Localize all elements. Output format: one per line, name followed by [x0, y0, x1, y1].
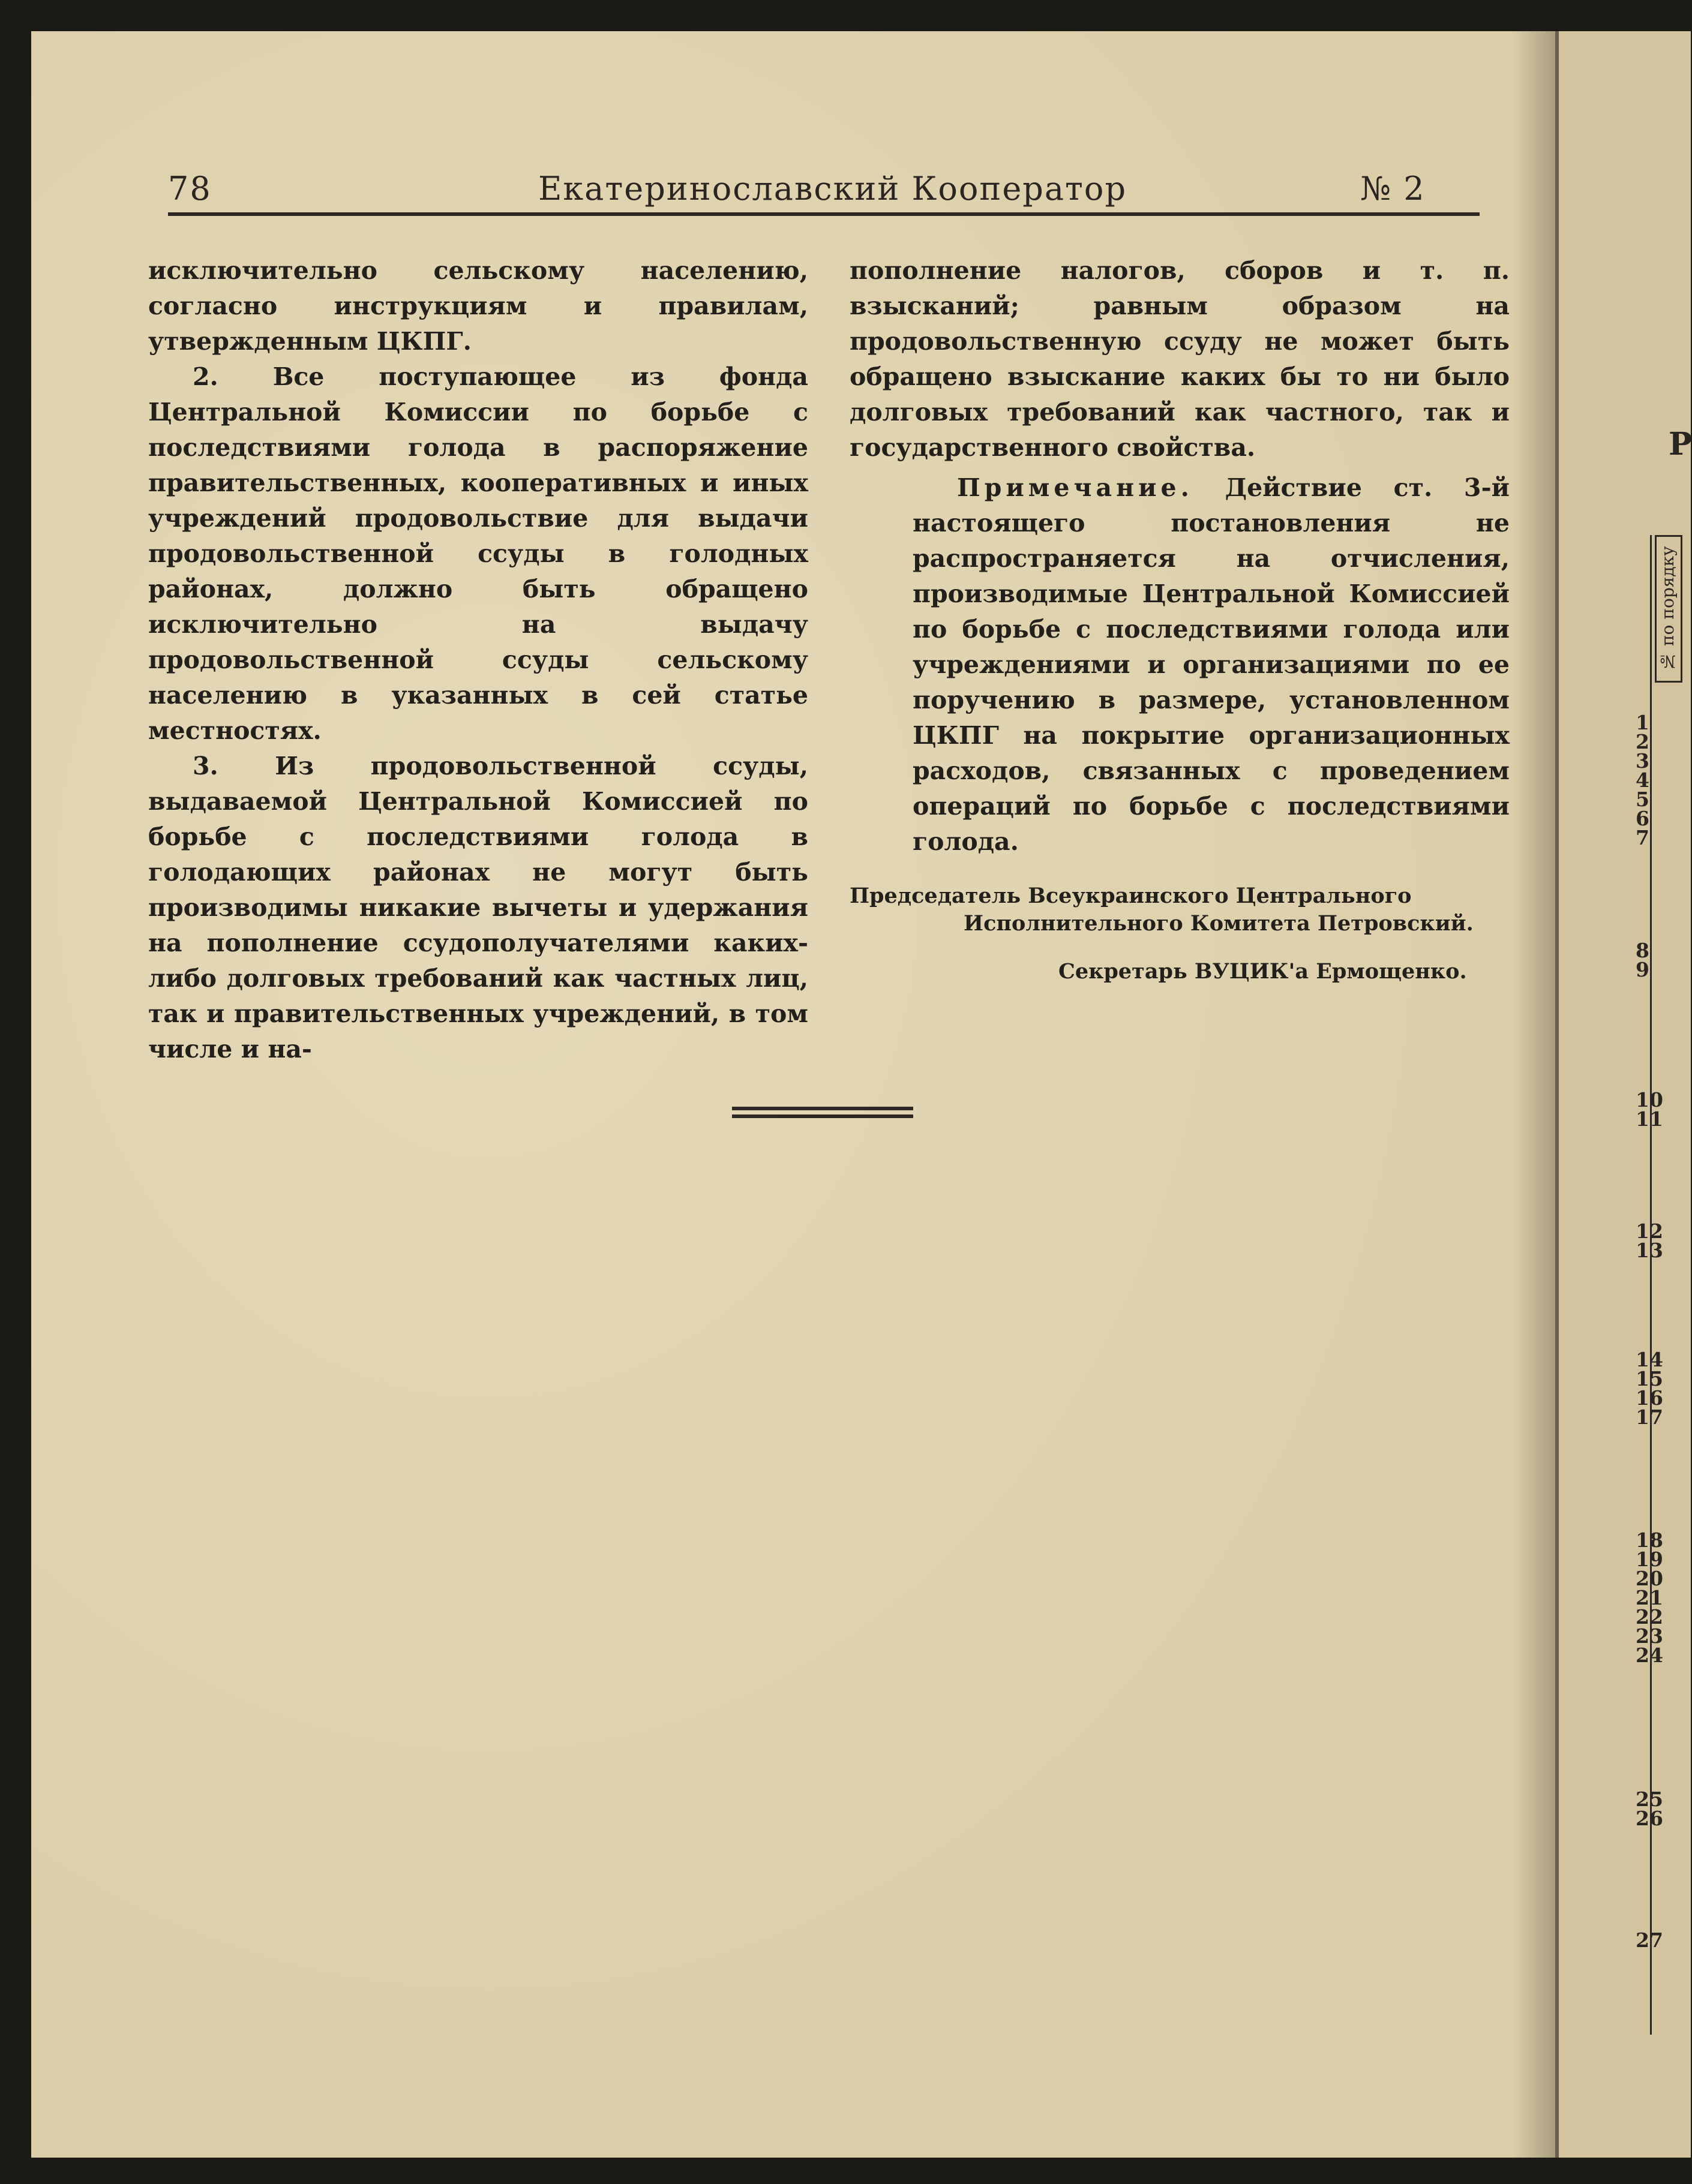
adjacent-page-letter: Р: [1669, 426, 1692, 462]
row-number: 18: [1636, 1528, 1663, 1552]
signature-line-2: Исполнительного Комитета Петровский.: [964, 911, 1474, 936]
book-page: [31, 31, 1555, 2158]
note-paragraph: [850, 470, 1510, 860]
row-number: 3: [1636, 749, 1649, 773]
note-label: Примечание.: [957, 473, 1193, 502]
row-number: 27: [1636, 1928, 1663, 1952]
row-number: 16: [1636, 1386, 1663, 1410]
right-column: [850, 253, 1510, 986]
row-number: 21: [1636, 1586, 1663, 1609]
row-number: 24: [1636, 1644, 1663, 1667]
signature-line-1: Председатель Всеукраинского Центрального: [850, 884, 1412, 908]
row-number: 2: [1636, 730, 1649, 753]
row-number: 17: [1636, 1405, 1663, 1429]
row-number: 5: [1636, 788, 1649, 811]
row-number: 14: [1636, 1348, 1663, 1371]
page-number: 78: [168, 170, 212, 208]
adjacent-page-fragment: [1555, 31, 1691, 2158]
signature-block: [850, 882, 1510, 986]
row-number: 20: [1636, 1567, 1663, 1590]
paragraph-article-2: 2. Все поступающее из фонда Центральной Комиссии по борьбе с последствиями голода в распоряжение правительственных, кооперативных и иных учреждений продовольствие для выдачи продовольственной ссуды в голодных районах, должно быть обращено исключительно на выдачу продовольственной ссуды сельскому населению в указанных в сей статье местностях.: [148, 362, 808, 745]
header-rule: [168, 212, 1480, 216]
issue-number: № 2: [1360, 170, 1426, 208]
row-number: 22: [1636, 1605, 1663, 1629]
row-number: 1: [1636, 711, 1649, 734]
row-number: 23: [1636, 1624, 1663, 1648]
left-column: [148, 253, 808, 1067]
row-number-list: [1559, 31, 1691, 2158]
row-number: 9: [1636, 958, 1649, 981]
row-number: 15: [1636, 1367, 1663, 1390]
section-end-rule: [732, 1107, 913, 1121]
journal-title: Екатеринославский Кооператор: [538, 170, 1127, 208]
row-number: 10: [1636, 1088, 1663, 1111]
row-number: 26: [1636, 1807, 1663, 1830]
paragraph-continuation-right: пополнение налогов, сборов и т. п. взысканий; равным образом на продовольственную ссуду не может быть обращено взыскание каких бы то ни было долговых требований как частного, так и государственного свойства.: [850, 256, 1510, 462]
row-number: 11: [1636, 1107, 1663, 1131]
note-text: Действие ст. 3-й настоящего постановления не распространяется на отчисления, производимые Центральной Комиссией по борьбе с последствиями голода или учреждениями и организациями по ее поручению в размере, установленном ЦКПГ на покрытие организационных расходов, связанных с проведением операций по борьбе с последствиями голода.: [913, 473, 1510, 856]
row-number: 4: [1636, 768, 1649, 792]
paragraph-article-3: 3. Из продовольственной ссуды, выдаваемой Центральной Комиссией по борьбе с последствиями голода в голодающих районах не могут быть производимы никакие вычеты и удержания на пополнение ссудополучателями каких-либо долговых требований как частных лиц, так и правительственных учреждений, в том числе и на-: [148, 752, 808, 1064]
row-number: 8: [1636, 939, 1649, 962]
spine-shadow: [1512, 31, 1560, 2158]
row-number: 12: [1636, 1219, 1663, 1243]
row-number: 19: [1636, 1548, 1663, 1571]
row-number: 25: [1636, 1788, 1663, 1811]
paragraph-continuation: исключительно сельскому населению, согласно инструкциям и правилам, утвержденным ЦКПГ.: [148, 256, 808, 356]
show-through-text: [829, 913, 1483, 2053]
column-header-vertical: № по порядку: [1655, 535, 1682, 683]
row-number: 13: [1636, 1239, 1663, 1262]
secretary-signature: Секретарь ВУЦИК'а Ермощенко.: [1058, 959, 1467, 984]
row-number: 7: [1636, 826, 1649, 849]
row-number: 6: [1636, 807, 1649, 830]
